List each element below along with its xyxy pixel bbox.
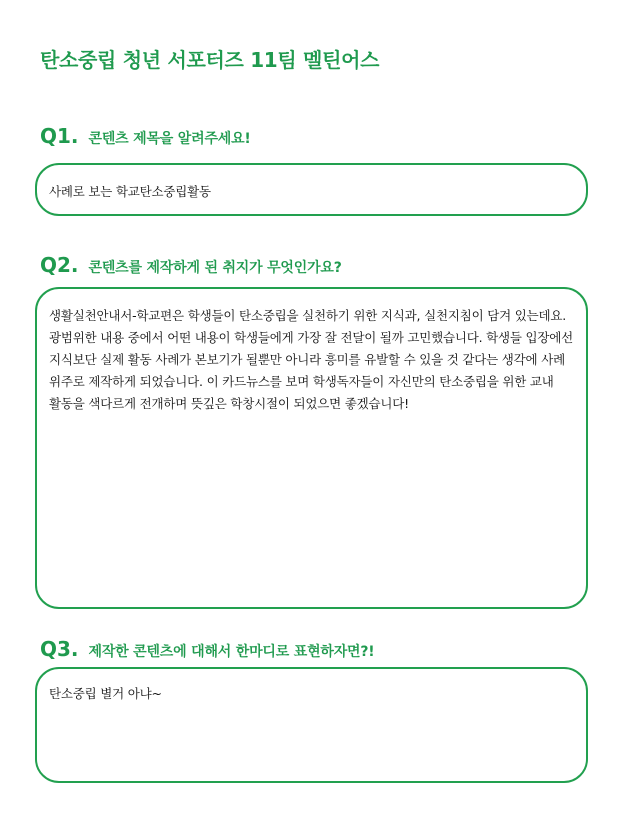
question-2-number: Q2.	[40, 253, 79, 277]
question-1-heading	[40, 124, 251, 148]
question-2-heading	[40, 253, 342, 277]
question-3-number: Q3.	[40, 637, 79, 661]
question-1-text: 콘텐츠 제목을 알려주세요!	[88, 131, 251, 147]
answer-3-box	[35, 667, 588, 783]
answer-2-box	[35, 287, 588, 609]
answer-1-box	[35, 163, 588, 216]
question-2-text: 콘텐츠를 제작하게 된 취지가 무엇인가요?	[88, 260, 342, 276]
answer-2-text: 생활실천안내서-학교편은 학생들이 탄소중립을 실천하기 위한 지식과, 실천지침이 담겨 있는데요. 광범위한 내용 중에서 어떤 내용이 학생들에게 가장 잘 전달이 될까 고민했습니다. 학생들 입장에선 지식보단 실제 활동 사례가 본보기가 될뿐만 아니라 흥미를 유발할 수 있을 것 같다는 생각에 사례 위주로 제작하게 되었습니다. 이 카드뉴스를 보며 학생독자들이 자신만의 탄소중립을 위한 교내 활동을 색다르게 전개하며 뜻깊은 학창시절이 되었으면 좋겠습니다!	[49, 308, 574, 411]
answer-1-text: 사례로 보는 학교탄소중립활동	[49, 184, 211, 199]
page-title: 탄소중립 청년 서포터즈 11팀 멜틴어스	[40, 48, 380, 72]
question-1-number: Q1.	[40, 124, 79, 148]
question-3-text: 제작한 콘텐츠에 대해서 한마디로 표현하자면?!	[88, 644, 375, 660]
question-3-heading	[40, 637, 374, 661]
answer-3-text: 탄소중립 별거 아냐~	[49, 686, 162, 701]
